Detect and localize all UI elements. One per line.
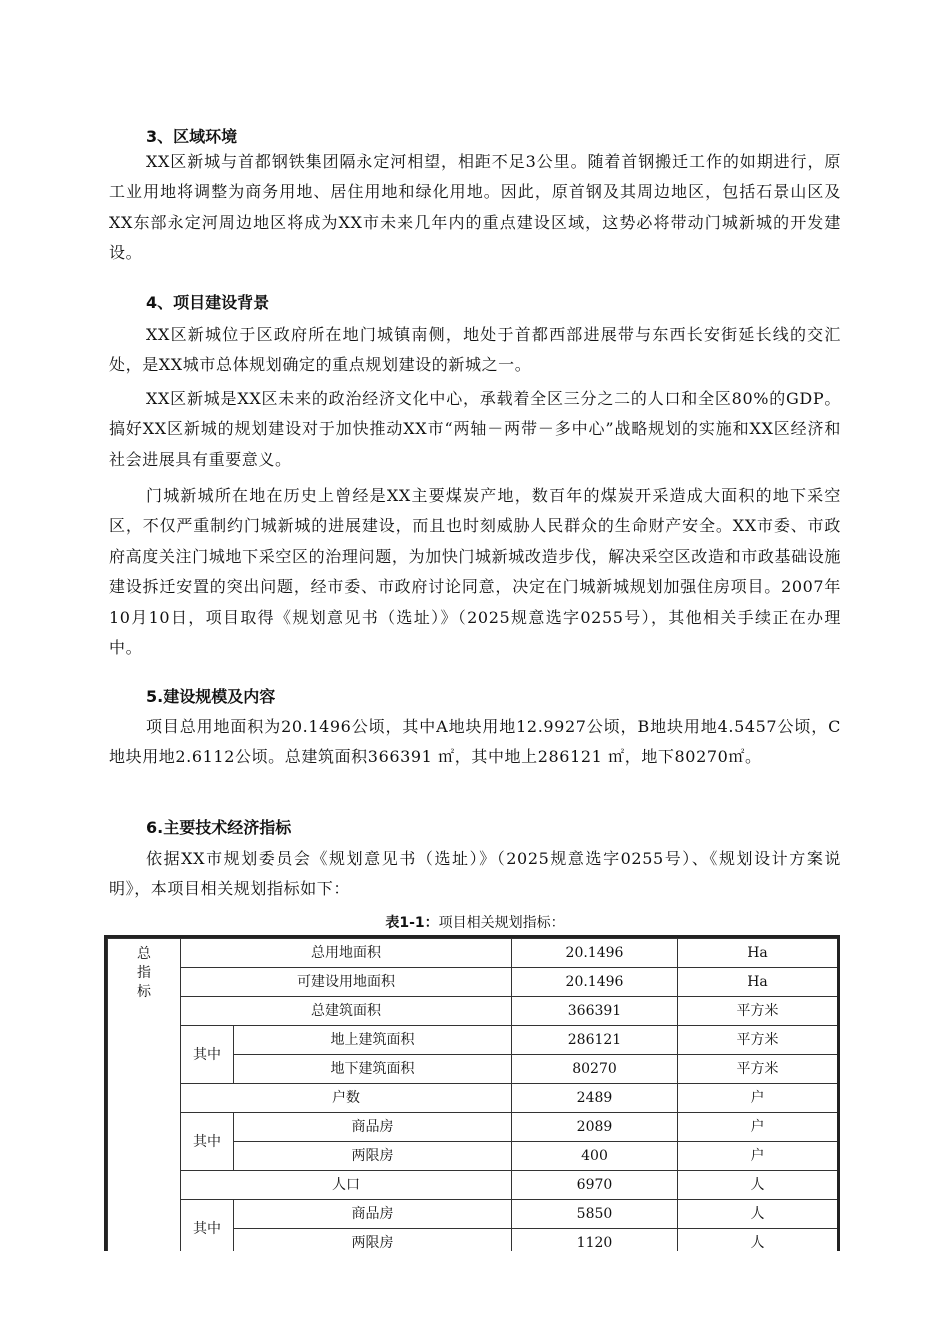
section-heading-project-background: 4、项目建设背景 bbox=[146, 293, 270, 312]
indicator-name: 两限房 bbox=[234, 1142, 512, 1171]
table-caption-label: 表1-1： bbox=[385, 915, 439, 931]
indicator-value: 80270 bbox=[512, 1055, 678, 1084]
indicator-value: 1120 bbox=[512, 1229, 678, 1252]
section-heading-construction-scale: 5.建设规模及内容 bbox=[146, 687, 276, 706]
indicator-unit: 人 bbox=[678, 1171, 838, 1200]
paragraph: 依据XX市规划委员会《规划意见书（选址）》（2025规意选字0255号）、《规划设计方案说明》，本项目相关规划指标如下： bbox=[109, 849, 841, 899]
indicator-unit: Ha bbox=[678, 939, 838, 968]
paragraph: XX区新城是XX区未来的政治经济文化中心，承载着全区三分之二的人口和全区80%的GDP。搞好XX区新城的规划建设对于加快推动XX市“两轴－两带－多中心”战略规划的实施和XX区经济和社会进展具有重要意义。 bbox=[109, 389, 841, 469]
indicator-unit: 户 bbox=[678, 1084, 838, 1113]
indicator-unit: 户 bbox=[678, 1113, 838, 1142]
sub-label-cell: 其中 bbox=[181, 1113, 234, 1171]
table-row bbox=[108, 1171, 838, 1200]
indicator-value: 2489 bbox=[512, 1084, 678, 1113]
table-row bbox=[108, 1200, 838, 1229]
paragraph: XX区新城位于区政府所在地门城镇南侧，地处于首都西部进展带与东西长安街延长线的交汇处，是XX城市总体规划确定的重点规划建设的新城之一。 bbox=[109, 325, 841, 375]
table-row bbox=[108, 997, 838, 1026]
sub-label-cell: 其中 bbox=[181, 1200, 234, 1252]
indicator-name: 可建设用地面积 bbox=[181, 968, 512, 997]
section-heading-regional-environment: 3、区域环境 bbox=[146, 127, 238, 146]
table-caption-text: 项目相关规划指标： bbox=[438, 915, 565, 931]
indicator-name: 总建筑面积 bbox=[181, 997, 512, 1026]
indicator-name: 商品房 bbox=[234, 1113, 512, 1142]
indicator-value: 400 bbox=[512, 1142, 678, 1171]
group-label-line: 指 bbox=[137, 965, 151, 981]
indicator-name: 两限房 bbox=[234, 1229, 512, 1252]
indicator-value: 20.1496 bbox=[512, 939, 678, 968]
group-label-line: 总 bbox=[137, 946, 151, 962]
table-row bbox=[108, 1113, 838, 1142]
indicator-unit: 平方米 bbox=[678, 997, 838, 1026]
table-row bbox=[108, 968, 838, 997]
paragraph: 项目总用地面积为20.1496公顷，其中A地块用地12.9927公顷，B地块用地4.5457公顷，C地块用地2.6112公顷。总建筑面积366391 ㎡，其中地上286121 ㎡，地下80270㎡。 bbox=[109, 717, 841, 767]
indicator-unit: 人 bbox=[678, 1200, 838, 1229]
indicator-value: 366391 bbox=[512, 997, 678, 1026]
sub-label-cell: 其中 bbox=[181, 1026, 234, 1084]
indicator-value: 20.1496 bbox=[512, 968, 678, 997]
indicator-unit: 平方米 bbox=[678, 1055, 838, 1084]
indicator-name: 总用地面积 bbox=[181, 939, 512, 968]
section-heading-technical-indicators: 6.主要技术经济指标 bbox=[146, 818, 292, 837]
indicator-unit: 户 bbox=[678, 1142, 838, 1171]
indicator-unit: 人 bbox=[678, 1229, 838, 1252]
table-row bbox=[108, 939, 838, 968]
indicator-value: 2089 bbox=[512, 1113, 678, 1142]
table-caption bbox=[0, 914, 950, 932]
paragraph: 门城新城所在地在历史上曾经是XX主要煤炭产地，数百年的煤炭开采造成大面积的地下采空区，不仅严重制约门城新城的进展建设，而且也时刻威胁人民群众的生命财产安全。XX市委、市政府高度关注门城地下采空区的治理问题，为加快门城新城改造步伐，解决采空区改造和市政基础设施建设拆迁安置的突出问题，经市委、市政府讨论同意，决定在门城新城规划加强住房项目。2007年10月10日，项目取得《规划意见书（选址）》（2025规意选字0255号），其他相关手续正在办理中。 bbox=[109, 486, 841, 658]
indicator-unit: Ha bbox=[678, 968, 838, 997]
indicator-name: 商品房 bbox=[234, 1200, 512, 1229]
group-label-line: 标 bbox=[137, 984, 151, 1000]
indicator-name: 地下建筑面积 bbox=[234, 1055, 512, 1084]
indicator-value: 286121 bbox=[512, 1026, 678, 1055]
indicator-name: 地上建筑面积 bbox=[234, 1026, 512, 1055]
table-row bbox=[108, 1084, 838, 1113]
indicator-name: 人口 bbox=[181, 1171, 512, 1200]
indicator-name: 户数 bbox=[181, 1084, 512, 1113]
indicator-unit: 平方米 bbox=[678, 1026, 838, 1055]
group-label-cell bbox=[108, 939, 181, 1252]
paragraph: XX区新城与首都钢铁集团隔永定河相望，相距不足3公里。随着首钢搬迁工作的如期进行，原工业用地将调整为商务用地、居住用地和绿化用地。因此，原首钢及其周边地区，包括石景山区及XX东部永定河周边地区将成为XX市未来几年内的重点建设区域，这势必将带动门城新城的开发建设。 bbox=[109, 152, 841, 263]
table-row bbox=[108, 1026, 838, 1055]
indicator-value: 5850 bbox=[512, 1200, 678, 1229]
indicator-value: 6970 bbox=[512, 1171, 678, 1200]
indicators-table-container bbox=[104, 935, 840, 1251]
indicators-table bbox=[107, 938, 838, 1251]
